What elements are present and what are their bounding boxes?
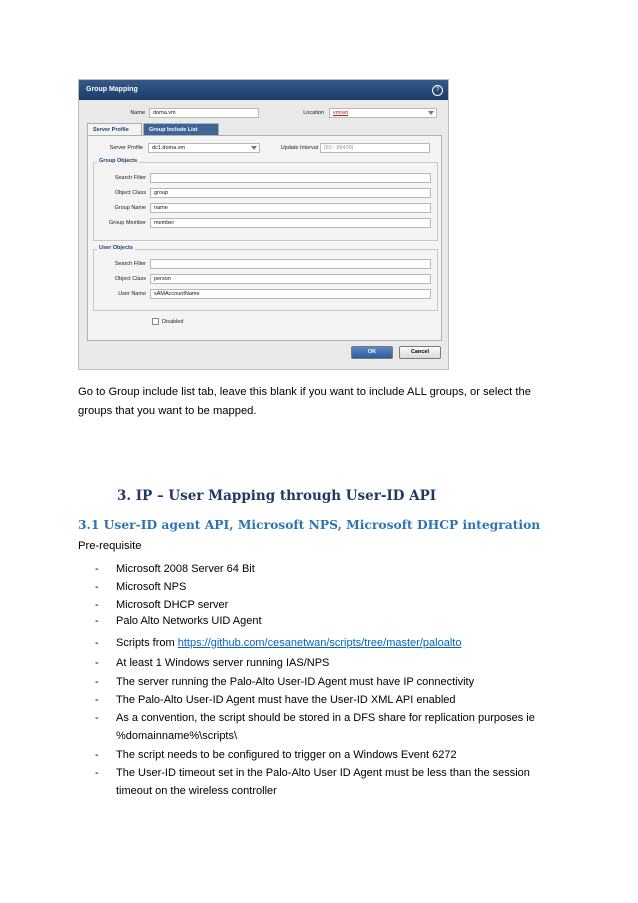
ok-button[interactable]: OK — [351, 346, 393, 359]
disabled-label: Disabled — [162, 319, 184, 325]
cancel-button[interactable]: Cancel — [399, 346, 441, 359]
user-objects-section — [93, 245, 438, 311]
group-search-filter-label: Search Filter — [114, 175, 146, 181]
disabled-checkbox[interactable] — [152, 318, 159, 325]
location-value: vmnet — [333, 110, 348, 116]
group-object-class-input[interactable]: group — [150, 188, 431, 198]
chevron-down-icon — [428, 111, 434, 115]
dialog-title: Group Mapping — [79, 80, 448, 100]
group-object-class-label: Object Class — [114, 190, 146, 196]
server-profile-panel — [87, 135, 442, 341]
update-interval-label: Update Interval — [280, 145, 318, 151]
update-interval-input[interactable]: [60 - 86400] — [320, 143, 430, 153]
section-heading: 3. IP – User Mapping through User-ID API — [117, 488, 437, 504]
user-search-filter-input[interactable] — [150, 259, 431, 269]
subsection-heading: 3.1 User-ID agent API, Microsoft NPS, Microsoft DHCP integration — [78, 517, 541, 532]
tab-server-profile[interactable]: Server Profile — [87, 123, 142, 135]
group-name-label: Group Name — [114, 205, 146, 211]
user-search-filter-label: Search Filter — [114, 261, 146, 267]
server-profile-label: Server Profile — [109, 145, 143, 151]
group-member-label: Group Member — [109, 220, 146, 226]
group-mapping-dialog — [78, 79, 449, 370]
tab-group-include-list[interactable]: Group Include List — [143, 123, 219, 135]
scripts-link[interactable]: https://github.com/cesanetwan/scripts/tree/master/paloalto — [177, 637, 462, 649]
location-label: Location — [303, 110, 324, 116]
group-name-input[interactable]: name — [150, 203, 431, 213]
prerequisite-label: Pre-requisite — [78, 540, 142, 552]
group-member-input[interactable]: member — [150, 218, 431, 228]
group-objects-title: Group Objects — [99, 158, 138, 164]
name-label: Name — [130, 110, 145, 116]
name-field[interactable]: doma.vm — [149, 108, 259, 118]
user-object-class-input[interactable]: person — [150, 274, 431, 284]
question-icon[interactable]: ? — [432, 85, 443, 96]
user-object-class-label: Object Class — [114, 276, 146, 282]
user-objects-title: User Objects — [99, 245, 133, 251]
user-name-label: User Name — [118, 291, 146, 297]
location-select[interactable] — [329, 108, 437, 118]
server-profile-select[interactable] — [148, 143, 260, 153]
user-name-input[interactable]: sAMAccountName — [150, 289, 431, 299]
server-profile-value: dc1.doma.vm — [152, 145, 186, 151]
instruction-paragraph: Go to Group include list tab, leave this blank if you want to include ALL groups, or select the groups that you want to be mapped. — [78, 386, 531, 417]
group-search-filter-input[interactable] — [150, 173, 431, 183]
chevron-down-icon — [251, 146, 257, 150]
group-objects-section — [93, 158, 438, 241]
